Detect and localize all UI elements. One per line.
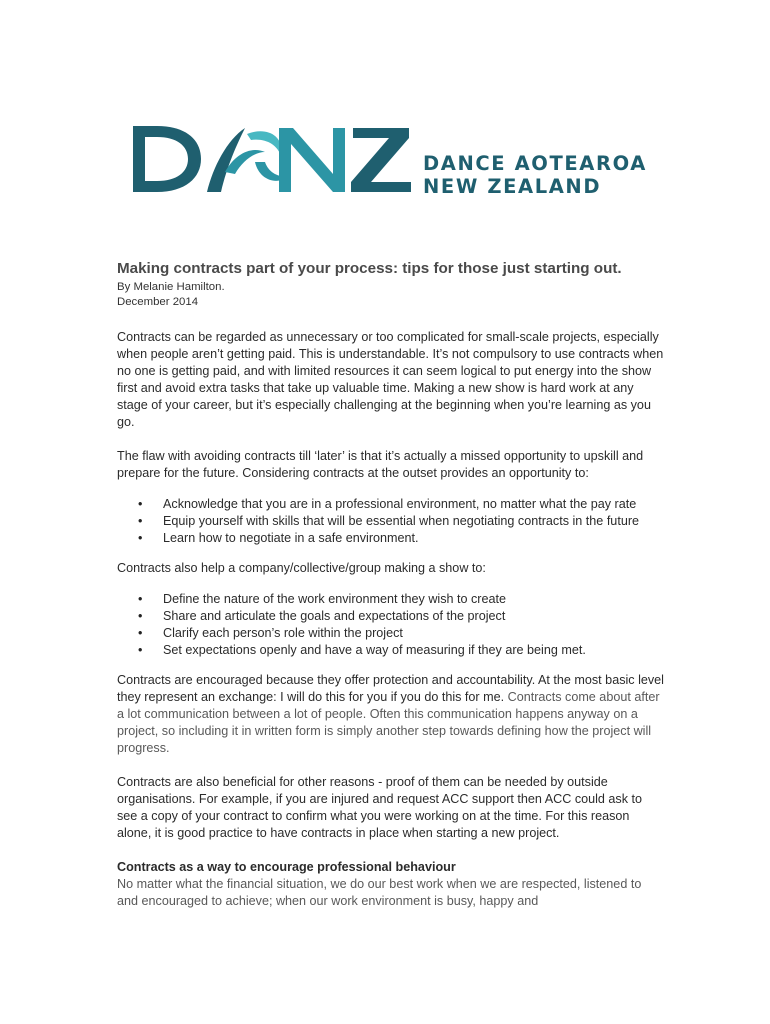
paragraph-flaw: The flaw with avoiding contracts till ‘later’ is that it’s actually a missed opportunity to upskill and prepare for the future. Considering contracts at the outset provides an opportunity to: bbox=[117, 449, 644, 480]
article-date: December 2014 bbox=[117, 296, 199, 308]
list-item: • Equip yourself with skills that will be essential when negotiating contracts in the future bbox=[163, 513, 665, 530]
paragraph-protection bbox=[117, 672, 665, 757]
article bbox=[117, 259, 665, 910]
list-item: • Set expectations openly and have a way of measuring if they are being met. bbox=[163, 642, 665, 659]
opportunity-list bbox=[117, 496, 665, 547]
paragraph-professional: No matter what the financial situation, we do our best work when we are respected, listened to and encouraged to achieve; when our work environment is busy, happy and bbox=[117, 877, 642, 908]
paragraph-company: Contracts also help a company/collective/group making a show to: bbox=[117, 561, 486, 575]
company-list bbox=[117, 591, 665, 659]
paragraph-protection-main: Contracts are encouraged because they offer protection and accountability. At the most basic level they represent an exchange: I will do this for you if you do this for me. bbox=[117, 673, 664, 704]
list-item: • Clarify each person’s role within the project bbox=[163, 625, 665, 642]
list-item: • Share and articulate the goals and expectations of the project bbox=[163, 608, 665, 625]
paragraph-benefits: Contracts are also beneficial for other reasons - proof of them can be needed by outside organisations. For example, if you are injured and request ACC support then ACC could ask to see a copy of your contract to confirm what you were working on at the time. For this reason alone, it is good practice to have contracts in place when starting a new project. bbox=[117, 775, 643, 840]
list-item: • Acknowledge that you are in a professional environment, no matter what the pay rate bbox=[163, 496, 665, 513]
danz-wordmark bbox=[127, 122, 417, 198]
article-author: By Melanie Hamilton. bbox=[117, 281, 225, 293]
paragraph-intro: Contracts can be regarded as unnecessary or too complicated for small-scale projects, especially when people aren’t getting paid. This is understandable. It’s not compulsory to use contracts when no one is getting paid, and with limited resources it can seem logical to put energy into the show first and avoid extra tasks that take up valuable time. Making a new show is hard work at any stage of your career, but it’s especially challenging at the beginning when you’re learning as you go. bbox=[117, 330, 664, 429]
logo-text-line2: NEW ZEALAND bbox=[423, 175, 602, 198]
section-heading: Contracts as a way to encourage professional behaviour bbox=[117, 860, 456, 874]
logo-text-line1: DANCE AOTEAROA bbox=[423, 152, 647, 175]
logo-text bbox=[423, 152, 647, 198]
list-item: • Define the nature of the work environment they wish to create bbox=[163, 591, 665, 608]
danz-logo bbox=[127, 122, 647, 198]
article-title: Making contracts part of your process: tips for those just starting out. bbox=[117, 260, 622, 277]
list-item: • Learn how to negotiate in a safe environment. bbox=[163, 530, 665, 547]
paragraph-protection-communication: Contracts come about after a lot communication between a lot of people. Often this communication happens anyway on a project, so including it in written form is simply another step towards defining how the project will progress. bbox=[117, 690, 660, 755]
